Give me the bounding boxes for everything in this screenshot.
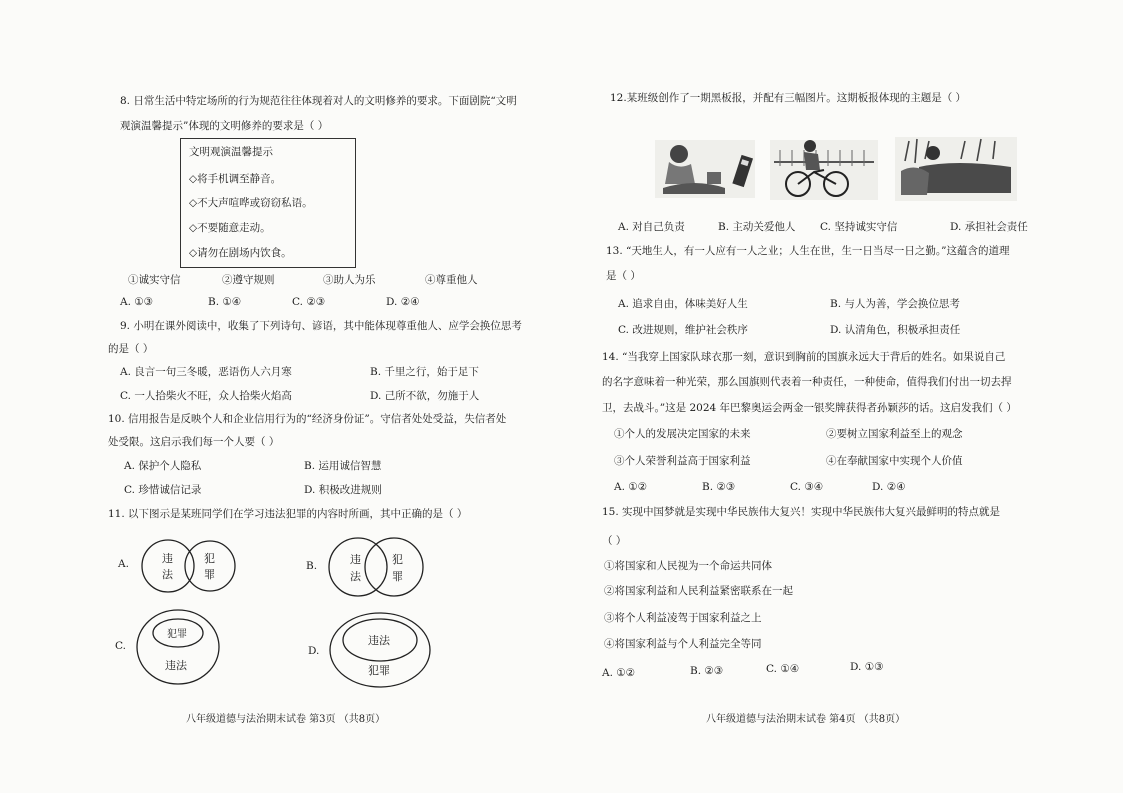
q10-stem-line1: 10. 信用报告是反映个人和企业信用行为的“经济身份证”。守信者处处受益，失信者处 <box>108 413 507 425</box>
q10-stem-line2: 处受限。这启示我们每一个人要（ ） <box>108 436 280 448</box>
q14-stem-line2: 的名字意味着一种光荣，那么国旗则代表着一种责任，一种使命，值得我们付出一切去捍 <box>602 376 1012 388</box>
notice-item: ◇将手机调至静音。 <box>189 173 282 185</box>
q13-stem-line2: 是（ ） <box>606 270 641 282</box>
diagram-a <box>140 535 240 601</box>
q14-option: B. ②③ <box>702 481 736 493</box>
notice-item: ◇不大声喧哗或窃窃私语。 <box>189 197 313 209</box>
diagram-b-label: 违 <box>350 553 361 566</box>
q8-stem-line1: 8. 日常生活中特定场所的行为规范往往体现着对人的文明修养的要求。下面剧院“文明 <box>120 95 517 107</box>
q12-option: C. 坚持诚实守信 <box>820 221 898 233</box>
q14-option: C. ③④ <box>790 481 824 493</box>
q15-statement: ③将个人利益凌驾于国家利益之上 <box>604 612 762 624</box>
q15-option: D. ①③ <box>850 661 884 673</box>
q12-picture-3 <box>895 137 1017 201</box>
q8-option: D. ②④ <box>386 296 420 308</box>
q12-picture-2 <box>770 140 878 200</box>
q9-option: D. 己所不欲，勿施于人 <box>370 390 480 402</box>
q8-option: B. ①④ <box>208 296 242 308</box>
q12-option: A. 对自己负责 <box>618 221 685 233</box>
q14-statement: ②要树立国家利益至上的观念 <box>826 428 963 440</box>
footer-left: 八年级道德与法治期末试卷 第3页 （共8页） <box>186 714 386 725</box>
q15-option: C. ①④ <box>766 663 800 675</box>
q9-stem-line2: 的是（ ） <box>108 343 154 355</box>
q15-statement: ①将国家和人民视为一个命运共同体 <box>604 560 772 572</box>
q12-picture-1 <box>655 140 755 198</box>
diagram-c-outer-label: 违法 <box>165 659 187 672</box>
diagram-b-label: 罪 <box>392 570 403 583</box>
q8-statement: ②遵守规则 <box>222 274 275 286</box>
q10-option: A. 保护个人隐私 <box>124 460 202 472</box>
diagram-c-letter: C. <box>115 640 126 652</box>
q10-option: C. 珍惜诚信记录 <box>124 484 202 496</box>
q15-statement: ②将国家利益和人民利益紧密联系在一起 <box>604 585 793 597</box>
q13-option: A. 追求自由，体味美好人生 <box>618 298 748 310</box>
q8-stem-line2: 观演温馨提示”体现的文明修养的要求是（ ） <box>120 120 329 132</box>
q11-stem: 11. 以下图示是某班同学们在学习违法犯罪的内容时所画，其中正确的是（ ） <box>108 508 468 520</box>
notice-box <box>180 138 356 268</box>
q15-statement: ④将国家利益与个人利益完全等同 <box>604 638 762 650</box>
q14-statement: ④在奉献国家中实现个人价值 <box>826 455 963 467</box>
diagram-b-label: 法 <box>350 570 361 583</box>
diagram-d-letter: D. <box>308 645 320 657</box>
q15-option: A. ①② <box>602 667 636 679</box>
notice-item: ◇不要随意走动。 <box>189 222 271 234</box>
diagram-b-label: 犯 <box>392 553 403 566</box>
diagram-c <box>135 607 225 687</box>
diagram-a-letter: A. <box>118 558 129 570</box>
diagram-b <box>328 534 428 600</box>
q9-option: A. 良言一句三冬暖，恶语伤人六月寒 <box>120 366 292 378</box>
diagram-a-label: 罪 <box>204 568 215 581</box>
diagram-a-label: 违 <box>162 552 173 565</box>
q12-option: B. 主动关爱他人 <box>718 221 796 233</box>
q9-stem-line1: 9. 小明在课外阅读中，收集了下列诗句、谚语，其中能体现尊重他人、应学会换位思考 <box>120 320 522 332</box>
q14-statement: ③个人荣誉利益高于国家利益 <box>614 455 751 467</box>
q12-stem: 12.某班级创作了一期黑板报，并配有三幅图片。这期板报体现的主题是（ ） <box>610 92 967 104</box>
q13-option: D. 认清角色，积极承担责任 <box>830 324 961 336</box>
q15-stem-line2: （ ） <box>602 535 627 547</box>
q8-option: A. ①③ <box>120 296 154 308</box>
diagram-c-inner-label: 犯罪 <box>167 629 187 640</box>
notice-item: ◇请勿在剧场内饮食。 <box>189 247 292 259</box>
q15-option: B. ②③ <box>690 665 724 677</box>
q8-statement: ①诚实守信 <box>128 274 181 286</box>
q13-option: B. 与人为善，学会换位思考 <box>830 298 960 310</box>
diagram-b-letter: B. <box>306 560 318 572</box>
q13-stem-line1: 13. “天地生人，有一人应有一人之业；人生在世，生一日当尽一日之勤。”这蕴含的道理 <box>606 245 1010 257</box>
q14-option: A. ①② <box>614 481 648 493</box>
q8-statement: ③助人为乐 <box>323 274 376 286</box>
diagram-d-outer-label: 犯罪 <box>368 664 390 677</box>
footer-right: 八年级道德与法治期末试卷 第4页 （共8页） <box>706 714 906 725</box>
diagram-d <box>328 610 438 690</box>
q10-option: D. 积极改进规则 <box>304 484 382 496</box>
q14-stem-line1: 14. “当我穿上国家队球衣那一刻，意识到胸前的国旗永远大于背后的姓名。如果说自己 <box>602 351 1006 363</box>
q14-stem-line3: 卫，去战斗。”这是 2024 年巴黎奥运会两金一银奖牌获得者孙颖莎的话。这启发我们（ ） <box>602 402 1017 414</box>
q12-option: D. 承担社会责任 <box>950 221 1028 233</box>
diagram-a-label: 法 <box>162 568 173 581</box>
q8-option: C. ②③ <box>292 296 326 308</box>
q15-stem-line1: 15. 实现中国梦就是实现中华民族伟大复兴！实现中华民族伟大复兴最鲜明的特点就是 <box>602 506 1001 518</box>
diagram-d-inner-label: 违法 <box>368 634 390 647</box>
q9-option: B. 千里之行，始于足下 <box>370 366 479 378</box>
q9-option: C. 一人拾柴火不旺，众人拾柴火焰高 <box>120 390 292 402</box>
q14-statement: ①个人的发展决定国家的未来 <box>614 428 751 440</box>
q13-option: C. 改进规则，维护社会秩序 <box>618 324 748 336</box>
notice-title: 文明观演温馨提示 <box>189 146 273 158</box>
q8-statement: ④尊重他人 <box>425 274 478 286</box>
q10-option: B. 运用诚信智慧 <box>304 460 382 472</box>
q14-option: D. ②④ <box>872 481 906 493</box>
diagram-a-label: 犯 <box>204 552 215 565</box>
